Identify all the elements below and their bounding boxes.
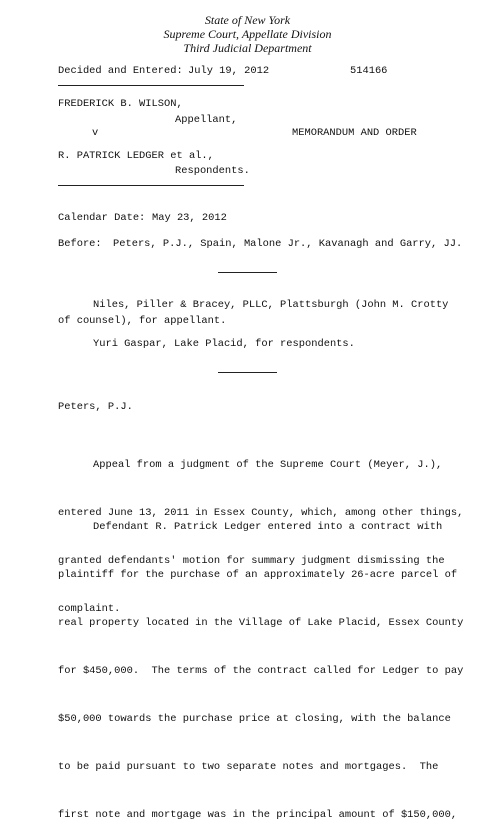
paragraph-line: complaint. (58, 603, 121, 615)
court-department: Third Judicial Department (183, 41, 312, 55)
paragraph-line: $50,000 towards the purchase price at closing, with the balance (58, 713, 451, 725)
decided-date: July 19, 2012 (188, 65, 270, 77)
caption-bottom-rule (58, 185, 244, 186)
before-label: Before: (58, 238, 102, 250)
paragraph-line: for $450,000. The terms of the contract called for Ledger to pay (58, 665, 464, 677)
document-type: MEMORANDUM AND ORDER (292, 127, 417, 139)
section-divider (218, 272, 277, 273)
paragraph-line: to be paid pursuant to two separate notes and mortgages. The (58, 761, 439, 773)
section-divider (218, 372, 277, 373)
paragraph-line: first note and mortgage was in the principal amount of $150,000, (58, 809, 458, 821)
paragraph-line: Appeal from a judgment of the Supreme Court (Meyer, J.), (93, 459, 443, 471)
court-name: Supreme Court, Appellate Division (163, 27, 332, 41)
appellant-counsel-line2: of counsel), for appellant. (58, 315, 227, 327)
docket-number: 514166 (350, 65, 388, 77)
paragraph-line: Defendant R. Patrick Ledger entered into a contract with (93, 521, 443, 533)
appellant-counsel-line1: Niles, Piller & Bracey, PLLC, Plattsburgh (John M. Crotty (93, 299, 449, 311)
paragraph-line: real property located in the Village of Lake Placid, Essex County (58, 617, 464, 629)
decided-label: Decided and Entered: (58, 65, 183, 77)
paragraph-2 (58, 487, 468, 839)
calendar-date: May 23, 2012 (152, 212, 227, 224)
caption-top-rule (58, 85, 244, 86)
court-state: State of New York (204, 13, 291, 27)
paragraph-line: granted defendants' motion for summary judgment dismissing the (58, 555, 445, 567)
paragraph-line: plaintiff for the purchase of an approximately 26-acre parcel of (58, 569, 458, 581)
calendar-label: Calendar Date: (58, 212, 146, 224)
appellant-name: FREDERICK B. WILSON, (58, 98, 183, 110)
respondent-name: R. PATRICK LEDGER et al., (58, 150, 214, 162)
versus: v (92, 127, 99, 139)
paragraph-line: entered June 13, 2011 in Essex County, which, among other things, (58, 507, 464, 519)
appellant-role: Appellant, (175, 114, 238, 126)
respondents-counsel: Yuri Gaspar, Lake Placid, for respondents. (93, 338, 355, 350)
opinion-author: Peters, P.J. (58, 401, 133, 413)
respondent-role: Respondents. (175, 165, 250, 177)
before-justices: Peters, P.J., Spain, Malone Jr., Kavanagh and Garry, JJ. (113, 238, 463, 250)
